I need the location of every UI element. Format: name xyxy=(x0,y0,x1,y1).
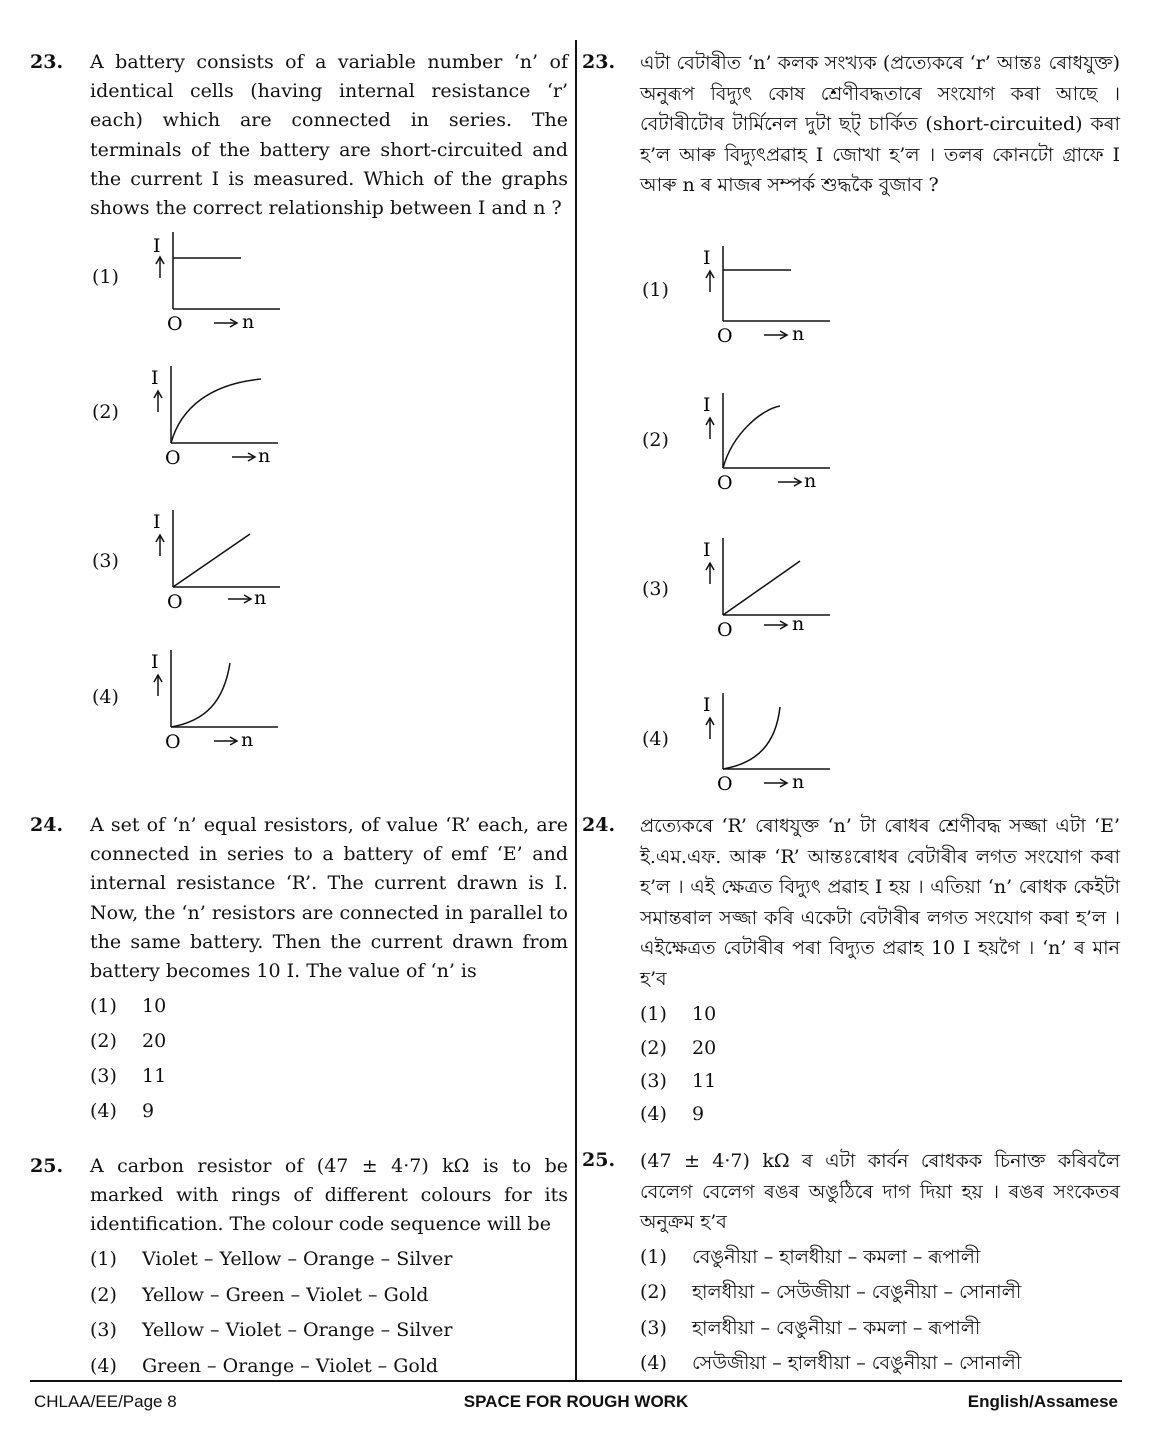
column-divider xyxy=(575,40,577,1380)
origin-label: O xyxy=(717,472,733,494)
origin-label: O xyxy=(717,619,733,641)
page-footer xyxy=(30,1380,1122,1411)
y-axis-label: I xyxy=(153,235,161,257)
graph-constant xyxy=(148,228,288,336)
graph-option-label: (4) xyxy=(642,728,669,750)
origin-label: O xyxy=(167,313,183,335)
x-axis-label: n xyxy=(254,587,267,609)
question-number: 23. xyxy=(30,51,64,73)
question-number: 24. xyxy=(582,814,616,836)
x-axis-label: n xyxy=(792,613,805,635)
y-axis-label: I xyxy=(151,367,159,389)
option-1: (1) Violet – Yellow – Orange – Silver xyxy=(90,1248,453,1270)
y-axis-label: I xyxy=(703,694,711,716)
origin-label: O xyxy=(717,773,733,795)
option-2: (2) হালধীয়া – সেউজীয়া – বেঙুনীয়া – সোনালী xyxy=(640,1281,1022,1303)
question-text: প্ৰত্যেকৰে ‘R’ ৰোধযুক্ত ‘n’ টা ৰোধৰ শ্ৰেণীবদ্ধ সজ্জা এটা ‘E’ ই.এম.এফ. আৰু ‘R’ আন্তঃৰোধৰ বেটাৰীৰ লগত সংযোগ কৰা হ’ল । এই ক্ষেত্ৰত বিদ্যুৎ প্ৰৱাহ I হয় । এতিয়া ‘n’ ৰোধক কেইটা সমান্তৰাল সজ্জা কৰি একেটা বেটাৰীৰ লগত সংযোগ কৰা হ’ল । এইক্ষেত্ৰত বেটাৰীৰ পৰা বিদ্যুত প্ৰৱাহ 10 I হয়গৈ । ‘n’ ৰ মান হ’ব xyxy=(640,815,1120,990)
x-axis-label: n xyxy=(242,311,255,333)
x-axis-label: n xyxy=(804,470,817,492)
option-3: (3) 11 xyxy=(90,1065,167,1087)
y-axis-label: I xyxy=(703,247,711,269)
y-axis-label: I xyxy=(151,651,159,673)
question-number: 25. xyxy=(582,1149,616,1171)
graph-option-label: (2) xyxy=(92,401,119,423)
origin-label: O xyxy=(717,325,733,347)
question-number: 23. xyxy=(582,51,616,73)
graph-linear xyxy=(148,506,288,614)
origin-label: O xyxy=(165,731,181,753)
option-3: (3) 11 xyxy=(640,1070,717,1092)
question-text: এটা বেটাৰীত ‘n’ কলক সংখ্যক (প্ৰত্যেকৰে ‘r’ আন্তঃ ৰোধযুক্ত) অনুৰূপ বিদ্যুৎ কোষ শ্ৰেণীবদ্ধতাৰে সংযোগ কৰা আছে । বেটাৰীটোৰ টাৰ্মিনেল দুটা ছট্ চাৰ্কিত (short-circuited) কৰা হ’ল আৰু বিদ্যুৎপ্ৰৱাহ I জোখা হ’ল । তলৰ কোনটো গ্ৰাফে I আৰু n ৰ মাজৰ সম্পৰ্ক শুদ্ধকৈ বুজাব ? xyxy=(640,52,1120,196)
question-text: (47 ± 4·7) kΩ ৰ এটা কাৰ্বন ৰোধকক চিনাক্ত কৰিবলৈ বেলেগ বেলেগ ৰঙৰ অঙুঠিৰে দাগ দিয়া হয় । ৰঙৰ সংকেতৰ অনুক্ৰম হ’ব xyxy=(640,1150,1120,1233)
question-number: 25. xyxy=(30,1155,64,1177)
y-axis-label: I xyxy=(153,511,161,533)
option-2: (2) Yellow – Green – Violet – Gold xyxy=(90,1284,429,1306)
question-text: A set of ‘n’ equal resistors, of value ‘R’ each, are connected in series to a battery of emf ‘E’ and internal resistance ‘R’. The current drawn is I. Now, the ‘n’ resistors are connected in parallel to the same battery. Then the current drawn from battery becomes 10 I. The value of ‘n’ is xyxy=(90,814,568,983)
origin-label: O xyxy=(167,591,183,613)
graph-increasing-curve xyxy=(146,646,286,754)
x-axis-label: n xyxy=(792,323,805,345)
option-4: (4) Green – Orange – Violet – Gold xyxy=(90,1355,439,1377)
origin-label: O xyxy=(165,447,181,469)
graph-option-label: (3) xyxy=(642,578,669,600)
question-number: 24. xyxy=(30,814,64,836)
graph-option-label: (3) xyxy=(92,550,119,572)
graph-constant xyxy=(698,242,838,350)
graph-option-label: (1) xyxy=(92,266,119,288)
graph-option-label: (1) xyxy=(642,279,669,301)
option-2: (2) 20 xyxy=(90,1030,167,1052)
graph-option-label: (4) xyxy=(92,686,119,708)
page-code: CHLAA/EE/Page 8 xyxy=(34,1392,177,1411)
option-1: (1) 10 xyxy=(90,995,167,1017)
option-3: (3) Yellow – Violet – Orange – Silver xyxy=(90,1319,453,1341)
graph-linear xyxy=(698,534,838,642)
option-1: (1) বেঙুনীয়া – হালধীয়া – কমলা – ৰূপালী xyxy=(640,1246,981,1268)
graph-increasing-curve xyxy=(698,689,838,797)
option-3: (3) হালধীয়া – বেঙুনীয়া – কমলা – ৰূপালী xyxy=(640,1317,981,1339)
question-text: A carbon resistor of (47 ± 4·7) kΩ is to be marked with rings of different colours for its identification. The colour code sequence will be xyxy=(90,1155,568,1236)
x-axis-label: n xyxy=(258,445,271,467)
question-text: A battery consists of a variable number ‘n’ of identical cells (having internal resistance ‘r’ each) which are connected in series. The terminals of the battery are short-circuited and the current I is measured. Which of the graphs shows the correct relationship between I and n ? xyxy=(90,51,568,220)
graph-saturating-curve xyxy=(146,362,286,470)
x-axis-label: n xyxy=(241,729,254,751)
rough-work-note: SPACE FOR ROUGH WORK xyxy=(463,1392,689,1411)
y-axis-label: I xyxy=(703,539,711,561)
option-1: (1) 10 xyxy=(640,1003,717,1025)
option-4: (4) সেউজীয়া – হালধীয়া – বেঙুনীয়া – সোনালী xyxy=(640,1352,1022,1374)
option-4: (4) 9 xyxy=(640,1103,705,1125)
option-4: (4) 9 xyxy=(90,1100,155,1122)
language-label: English/Assamese xyxy=(967,1392,1118,1411)
option-2: (2) 20 xyxy=(640,1037,717,1059)
y-axis-label: I xyxy=(703,394,711,416)
graph-saturating-curve xyxy=(698,389,838,497)
x-axis-label: n xyxy=(792,771,805,793)
graph-option-label: (2) xyxy=(642,429,669,451)
